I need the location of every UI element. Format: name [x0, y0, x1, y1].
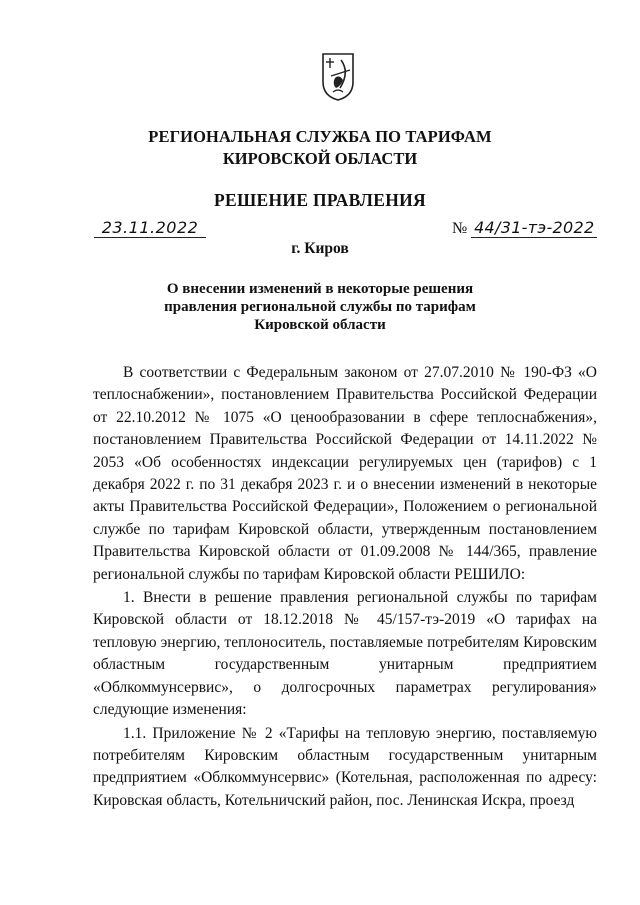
- decision-date: 23.11.2022: [94, 219, 206, 238]
- decision-subject: [120, 280, 520, 334]
- subject-line1: О внесении изменений в некоторые решения: [166, 281, 474, 297]
- body-paragraph-item-1-1: 1.1. Приложение № 2 «Тарифы на тепловую энергию, поставляемую потребителям Кировским областным государственным унитарным предприятием «Облкоммунсервис» (Котельная, расположенная по адресу: Кировская область, Котельничский район, пос. Ленинская Искра, проезд: [93, 724, 597, 809]
- decision-number: 44/31-тэ-2022: [471, 219, 597, 238]
- coat-of-arms-icon: [321, 52, 355, 102]
- body-paragraph-preamble: В соответствии с Федеральным законом от 27.07.2010 № 190-ФЗ «О теплоснабжении», постановлением Правительства Российской Федерации от 22.10.2012 № 1075 «О ценообразовании в сфере теплоснабжения», постановлением Правительства Российской Федерации от 14.11.2022 № 2053 «Об особенностях индексации регулируемых цен (тарифов) с 1 декабря 2022 г. по 31 декабря 2023 г. и о внесении изменений в некоторые акты Правительства Российской Федерации», Положением о региональной службе по тарифам Кировской области, утвержденным постановлением Правительства Кировской области от 01.09.2008 № 144/365, правление региональной службы по тарифам Кировской области РЕШИЛО:: [93, 364, 597, 583]
- org-name-line1: РЕГИОНАЛЬНАЯ СЛУЖБА ПО ТАРИФАМ: [148, 127, 492, 146]
- org-name-line2: КИРОВСКОЙ ОБЛАСТИ: [222, 149, 418, 168]
- decision-number-field: [452, 219, 597, 238]
- subject-line3: Кировской области: [254, 317, 386, 333]
- number-sign: №: [452, 220, 468, 237]
- city-name: г. Киров: [291, 240, 349, 257]
- decision-body: [93, 362, 597, 812]
- body-paragraph-item-1: 1. Внести в решение правления региональной службы по тарифам Кировской области от 18.12.2018 № 45/157-тэ-2019 «О тарифах на тепловую энергию, теплоноситель, поставляемые потребителям Кировским областным государственным унитарным предприятием «Облкоммунсервис», о долгосрочных параметрах регулирования» следующие изменения:: [93, 589, 597, 719]
- subject-line2: правления региональной службы по тарифам: [164, 299, 476, 315]
- doc-type-title: РЕШЕНИЕ ПРАВЛЕНИЯ: [214, 190, 426, 210]
